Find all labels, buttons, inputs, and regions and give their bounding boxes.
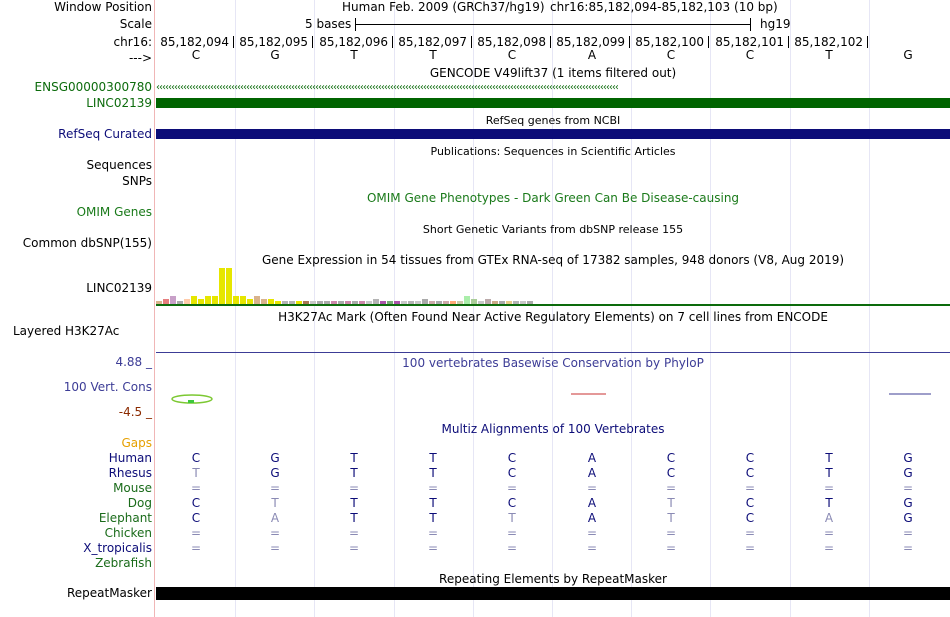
alignment-base: =	[190, 481, 202, 495]
repeatmasker-bar[interactable]	[156, 587, 950, 600]
track-label-cons[interactable]: 100 Vert. Cons	[63, 380, 152, 394]
alignment-base: =	[348, 541, 360, 555]
alignment-base: =	[348, 481, 360, 495]
alignment-base: =	[665, 481, 677, 495]
gtex-bar[interactable]	[464, 296, 470, 304]
dbsnp-track-title: Short Genetic Variants from dbSNP release 155	[422, 223, 684, 236]
label-window-position: Window Position	[54, 0, 152, 14]
alignment-base: C	[507, 451, 517, 465]
alignment-base: C	[666, 451, 676, 465]
alignment-base: =	[427, 526, 439, 540]
position-text: chr16:85,182,094-85,182,103 (10 bp)	[550, 0, 778, 14]
coordinate-label: 85,182,094	[160, 35, 229, 49]
phylop-track-title: 100 vertebrates Basewise Conservation by PhyloP	[402, 356, 704, 370]
coordinate-tick	[312, 36, 313, 48]
alignment-base: A	[587, 451, 597, 465]
alignment-base: C	[745, 511, 755, 525]
axis-max-cons: 4.88 _	[115, 355, 152, 369]
alignment-base: T	[429, 466, 437, 480]
alignment-base: G	[903, 511, 913, 525]
alignment-base: C	[507, 466, 517, 480]
pubs-track-title: Publications: Sequences in Scientific Articles	[430, 145, 676, 158]
alignment-base: =	[665, 526, 677, 540]
alignment-base: T	[350, 511, 358, 525]
dna-base: C	[745, 48, 755, 62]
label-strand[interactable]: --->	[128, 51, 152, 65]
coordinate-tick	[788, 36, 789, 48]
alignment-base: C	[745, 451, 755, 465]
refseq-track-title: RefSeq genes from NCBI	[485, 114, 621, 127]
coordinate-tick	[233, 36, 234, 48]
gtex-bar[interactable]	[191, 296, 197, 304]
species-dog[interactable]: Dog	[127, 496, 152, 510]
alignment-base: T	[508, 511, 516, 525]
track-label-gtex[interactable]: LINC02139	[86, 281, 152, 295]
track-label-dbsnp[interactable]: Common dbSNP(155)	[22, 236, 152, 250]
dna-base: G	[270, 48, 280, 62]
alignment-base: =	[427, 541, 439, 555]
gtex-bar[interactable]	[212, 296, 218, 304]
alignment-base: T	[350, 496, 358, 510]
species-rhesus[interactable]: Rhesus	[108, 466, 152, 480]
ensg-transcript-line[interactable]: ‹‹‹‹‹‹‹‹‹‹‹‹‹‹‹‹‹‹‹‹‹‹‹‹‹‹‹‹‹‹‹‹‹‹‹‹‹‹‹‹‹‹‹‹‹‹‹‹‹‹‹‹‹‹‹‹‹‹‹‹‹‹‹‹‹‹‹‹‹‹‹‹‹‹‹‹‹‹‹‹‹‹‹‹‹‹‹‹‹‹‹‹‹‹‹‹‹‹‹‹‹‹‹‹‹‹‹‹‹‹‹‹‹‹‹‹‹‹‹‹‹‹‹‹‹‹‹‹‹‹‹‹‹‹‹‹‹‹‹‹‹‹‹‹‹‹‹‹‹‹‹‹‹‹	[156, 82, 618, 93]
alignment-base: A	[587, 496, 597, 510]
alignment-base: T	[825, 466, 833, 480]
alignment-base: C	[666, 466, 676, 480]
alignment-base: C	[745, 466, 755, 480]
phylop-marks[interactable]	[156, 385, 950, 415]
alignment-base: =	[190, 526, 202, 540]
gtex-bar[interactable]	[254, 296, 260, 304]
dna-base: T	[350, 48, 358, 62]
alignment-base: =	[665, 541, 677, 555]
alignment-base: =	[269, 481, 281, 495]
species-human[interactable]: Human	[108, 451, 152, 465]
phylop-green-dot	[188, 400, 194, 403]
alignment-base: =	[427, 481, 439, 495]
alignment-base: =	[823, 526, 835, 540]
scale-bar-left-end	[355, 18, 356, 31]
track-label-omim[interactable]: OMIM Genes	[76, 205, 152, 219]
dna-base: G	[903, 48, 913, 62]
coordinate-label: 85,182,096	[319, 35, 388, 49]
axis-min-cons: -4.5 _	[118, 405, 152, 419]
coordinate-tick	[392, 36, 393, 48]
alignment-base: T	[350, 466, 358, 480]
alignment-base: =	[823, 481, 835, 495]
coordinate-tick	[867, 36, 868, 48]
alignment-base: =	[506, 541, 518, 555]
alignment-base: T	[429, 496, 437, 510]
track-label-snps[interactable]: SNPs	[122, 174, 152, 188]
alignment-base: =	[506, 526, 518, 540]
alignment-base: =	[586, 526, 598, 540]
scale-db: hg19	[760, 17, 791, 31]
alignment-base: =	[269, 526, 281, 540]
refseq-exon-bar[interactable]	[156, 129, 950, 139]
coordinate-label: 85,182,101	[715, 35, 784, 49]
h3k27ac-track-title: H3K27Ac Mark (Often Found Near Active Regulatory Elements) on 7 cell lines from ENCODE	[278, 310, 828, 324]
linc02139-exon-bar[interactable]	[156, 98, 950, 108]
alignment-base: =	[823, 541, 835, 555]
gtex-bar-chart[interactable]	[156, 267, 950, 304]
scale-bar-right-end	[750, 18, 751, 31]
coordinate-tick	[629, 36, 630, 48]
alignment-base: =	[586, 481, 598, 495]
assembly-name: Human Feb. 2009 (GRCh37/hg19)	[342, 0, 545, 14]
alignment-base: T	[825, 451, 833, 465]
alignment-base: A	[824, 511, 834, 525]
track-label-linc02139[interactable]: LINC02139	[86, 96, 152, 110]
coordinate-tick	[471, 36, 472, 48]
alignment-base: =	[744, 541, 756, 555]
alignment-base: =	[902, 526, 914, 540]
coordinate-label: 85,182,098	[477, 35, 546, 49]
alignment-base: =	[586, 541, 598, 555]
omim-track-title: OMIM Gene Phenotypes - Dark Green Can Be Disease-causing	[366, 191, 740, 205]
alignment-base: =	[269, 541, 281, 555]
alignment-base: C	[507, 496, 517, 510]
alignment-base: T	[667, 496, 675, 510]
rmsk-track-title: Repeating Elements by RepeatMasker	[439, 572, 667, 586]
coordinate-tick	[708, 36, 709, 48]
alignment-base: =	[744, 526, 756, 540]
alignment-base: G	[270, 466, 280, 480]
track-label-ensg[interactable]: ENSG00000300780	[34, 80, 152, 94]
coordinate-label: 85,182,100	[635, 35, 704, 49]
label-separator	[154, 0, 155, 617]
alignment-base: T	[429, 511, 437, 525]
alignment-base: G	[903, 466, 913, 480]
species-elephant[interactable]: Elephant	[98, 511, 152, 525]
track-label-repeatmasker[interactable]: RepeatMasker	[66, 586, 152, 600]
coordinate-label: 85,182,095	[239, 35, 308, 49]
scale-text: 5 bases	[305, 17, 352, 31]
coordinate-tick	[550, 36, 551, 48]
gtex-bar[interactable]	[219, 268, 225, 304]
dna-base: C	[191, 48, 201, 62]
alignment-base: C	[745, 496, 755, 510]
alignment-base: =	[506, 481, 518, 495]
h3k27ac-baseline	[156, 352, 950, 353]
alignment-base: A	[587, 511, 597, 525]
alignment-base: C	[191, 496, 201, 510]
alignment-base: C	[191, 451, 201, 465]
multiz-track-title: Multiz Alignments of 100 Vertebrates	[441, 422, 665, 436]
track-label-h3k27ac[interactable]: Layered H3K27Ac	[13, 324, 120, 338]
dna-base: A	[587, 48, 597, 62]
species-zebrafish[interactable]: Zebrafish	[95, 556, 152, 570]
alignment-base: =	[190, 541, 202, 555]
label-scale: Scale	[119, 17, 152, 31]
gencode-track-title: GENCODE V49lift37 (1 items filtered out)	[429, 66, 677, 80]
alignment-base: A	[270, 511, 280, 525]
dna-base: C	[666, 48, 676, 62]
alignment-base: C	[191, 511, 201, 525]
coordinate-label: 85,182,097	[398, 35, 467, 49]
alignment-base: =	[744, 481, 756, 495]
alignment-base: T	[271, 496, 279, 510]
alignment-base: A	[587, 466, 597, 480]
alignment-base: T	[429, 451, 437, 465]
alignment-base: G	[903, 451, 913, 465]
dna-base: C	[507, 48, 517, 62]
dna-base: T	[429, 48, 437, 62]
gtex-bar[interactable]	[226, 268, 232, 304]
dna-base: T	[825, 48, 833, 62]
alignment-base: =	[902, 481, 914, 495]
label-chrom: chr16:	[113, 35, 152, 49]
gtex-bar[interactable]	[170, 296, 176, 304]
alignment-base: T	[192, 466, 200, 480]
track-label-refseq[interactable]: RefSeq Curated	[58, 127, 152, 141]
gtex-track-title: Gene Expression in 54 tissues from GTEx RNA-seq of 17382 samples, 948 donors (V8, Aug 2019)	[261, 253, 845, 267]
gtex-baseline	[156, 304, 950, 306]
alignment-base: T	[667, 511, 675, 525]
coordinate-label: 85,182,102	[794, 35, 863, 49]
species-chicken[interactable]: Chicken	[104, 526, 152, 540]
track-label-sequences[interactable]: Sequences	[86, 158, 152, 172]
alignment-base: G	[270, 451, 280, 465]
coordinate-label: 85,182,099	[556, 35, 625, 49]
gtex-bar[interactable]	[233, 296, 239, 304]
species-mouse[interactable]: Mouse	[113, 481, 152, 495]
species-x-tropicalis[interactable]: X_tropicalis	[83, 541, 152, 555]
alignment-base: T	[825, 496, 833, 510]
alignment-base: =	[348, 526, 360, 540]
alignment-base: G	[903, 496, 913, 510]
gtex-bar[interactable]	[240, 296, 246, 304]
alignment-base: T	[350, 451, 358, 465]
alignment-base: =	[902, 541, 914, 555]
scale-bar	[355, 24, 751, 25]
track-label-gaps[interactable]: Gaps	[121, 436, 152, 450]
gtex-bar[interactable]	[205, 296, 211, 304]
